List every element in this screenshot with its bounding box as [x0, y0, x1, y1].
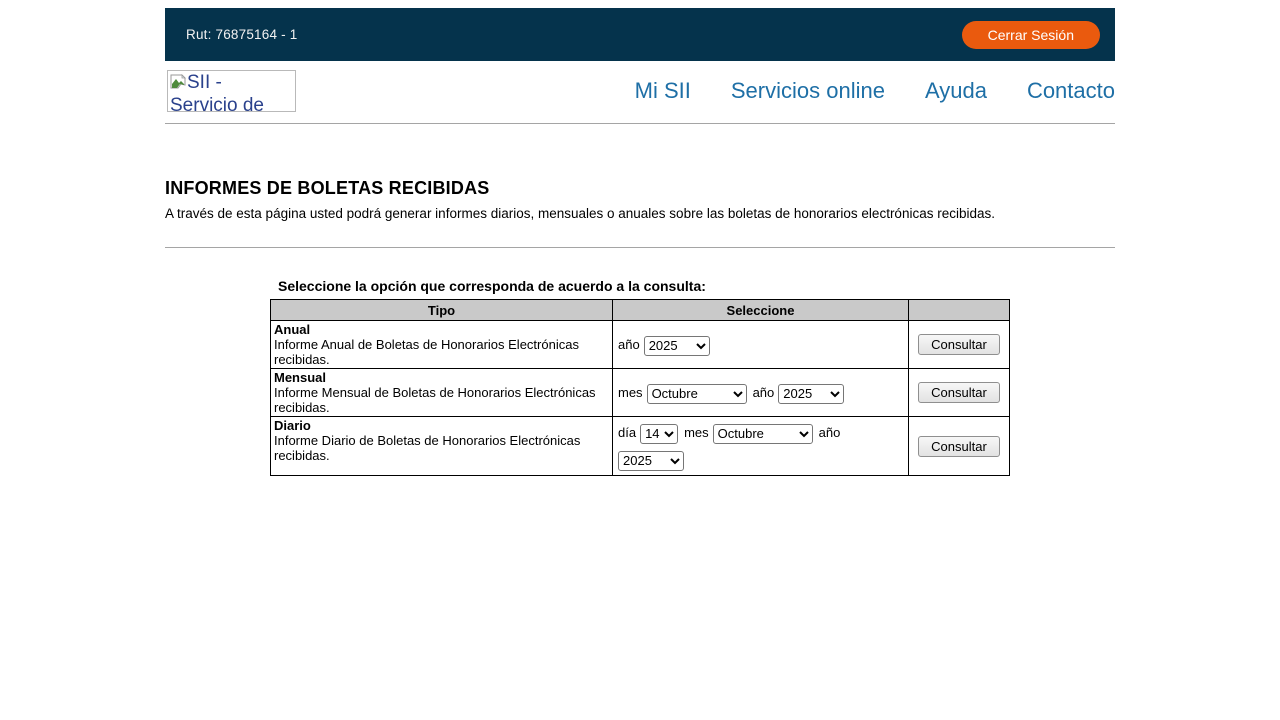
- rut-label: Rut: 76875164 - 1: [186, 27, 298, 42]
- table-row-diario: [271, 417, 1010, 476]
- diario-month-select[interactable]: [713, 424, 813, 444]
- header-tipo: Tipo: [271, 300, 613, 321]
- diario-year-select[interactable]: [618, 451, 684, 471]
- anual-action-cell: [909, 321, 1010, 369]
- main-nav: [635, 78, 1115, 104]
- page-title: INFORMES DE BOLETAS RECIBIDAS: [165, 178, 490, 198]
- diario-description: Informe Diario de Boletas de Honorarios Electrónicas recibidas.: [274, 433, 581, 463]
- diario-day-label: día: [618, 425, 637, 440]
- consult-prompt: Seleccione la opción que corresponda de acuerdo a la consulta:: [278, 278, 706, 294]
- mensual-year-label: año: [752, 385, 775, 400]
- header-seleccione: Seleccione: [613, 300, 909, 321]
- anual-select-cell: [613, 321, 909, 369]
- anual-description: Informe Anual de Boletas de Honorarios Electrónicas recibidas.: [274, 337, 579, 367]
- mensual-action-cell: [909, 369, 1010, 417]
- diario-day-select[interactable]: [640, 424, 678, 444]
- diario-type-label: Diario: [274, 418, 311, 433]
- page-description: A través de esta página usted podrá generar informes diarios, mensuales o anuales sobre las boletas de honorarios electrónicas recibidas.: [165, 206, 995, 221]
- broken-image-icon: [170, 74, 186, 95]
- diario-consultar-button[interactable]: Consultar: [918, 436, 1000, 457]
- diario-action-cell: [909, 417, 1010, 476]
- nav-servicios-online[interactable]: Servicios online: [730, 78, 885, 103]
- sii-logo-link[interactable]: [167, 70, 296, 112]
- header-accion: [909, 300, 1010, 321]
- top-bar: [165, 8, 1115, 61]
- mensual-description: Informe Mensual de Boletas de Honorarios Electrónicas recibidas.: [274, 385, 596, 415]
- anual-type-label: Anual: [274, 322, 311, 337]
- consult-table: [270, 299, 1010, 476]
- mensual-consultar-button[interactable]: Consultar: [918, 382, 1000, 403]
- page-container: [165, 8, 1115, 476]
- header-divider: [165, 123, 1115, 124]
- mensual-month-label: mes: [618, 385, 643, 400]
- mensual-type-cell: [271, 369, 613, 417]
- table-row-anual: [271, 321, 1010, 369]
- site-header: [165, 61, 1115, 123]
- section-divider: [165, 247, 1115, 248]
- anual-type-cell: [271, 321, 613, 369]
- anual-consultar-button[interactable]: Consultar: [918, 334, 1000, 355]
- table-row-mensual: [271, 369, 1010, 417]
- mensual-month-select[interactable]: [647, 384, 747, 404]
- mensual-select-cell: [613, 369, 909, 417]
- diario-type-cell: [271, 417, 613, 476]
- mensual-type-label: Mensual: [274, 370, 327, 385]
- logout-button[interactable]: Cerrar Sesión: [962, 21, 1100, 49]
- diario-month-label: mes: [684, 425, 709, 440]
- logo-alt-text: SII - Servicio de: [170, 72, 264, 112]
- anual-year-select[interactable]: [644, 336, 710, 356]
- nav-ayuda[interactable]: Ayuda: [924, 78, 987, 103]
- nav-mi-sii[interactable]: Mi SII: [634, 78, 691, 103]
- table-header-row: [271, 300, 1010, 321]
- mensual-year-select[interactable]: [778, 384, 844, 404]
- nav-contacto[interactable]: Contacto: [1026, 78, 1115, 103]
- anual-year-label: año: [618, 337, 640, 352]
- diario-select-cell: [613, 417, 909, 476]
- diario-year-label: año: [818, 425, 841, 440]
